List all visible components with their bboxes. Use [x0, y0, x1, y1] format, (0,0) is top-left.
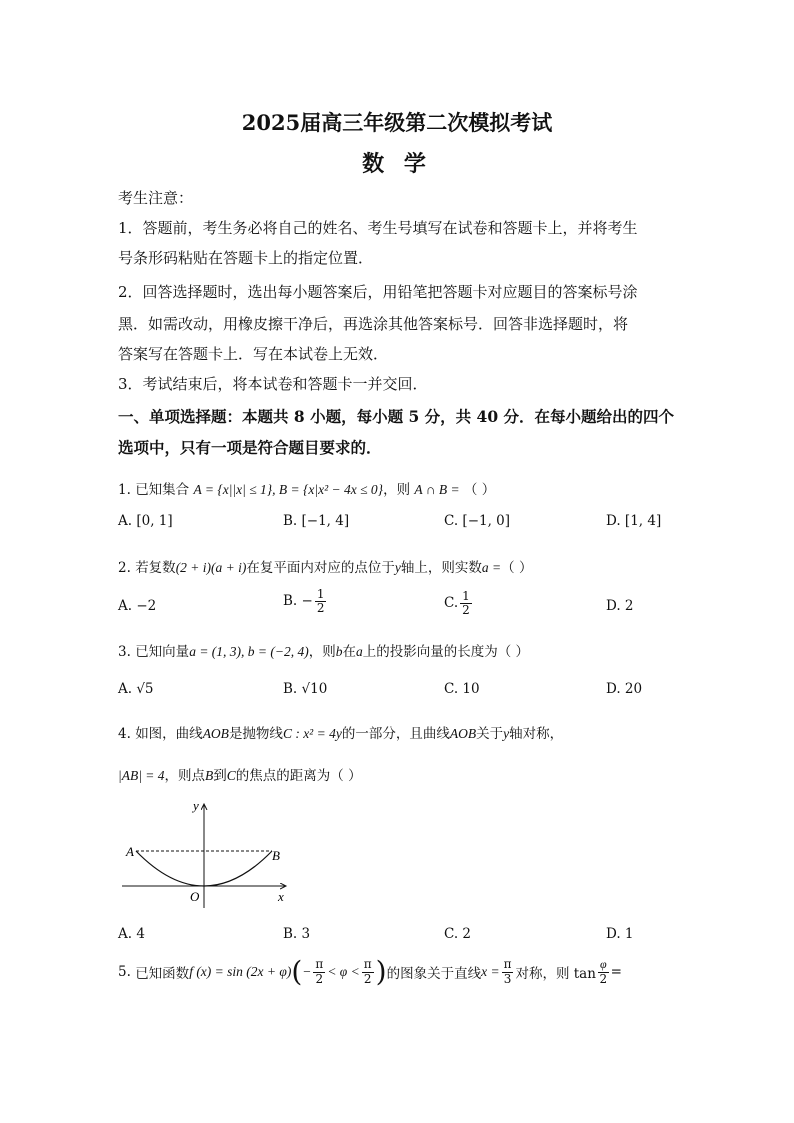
option-c	[444, 590, 474, 617]
notice-item-1-line2: 号条形码粘贴在答题卡上的指定位置．	[118, 249, 374, 267]
option-d: D. 20	[606, 681, 643, 697]
fraction	[460, 590, 472, 617]
subject-title: 数 学	[362, 151, 432, 177]
question-3	[118, 640, 529, 660]
question-math: A ∩ B =	[414, 482, 460, 497]
question-text: 的一部分，且曲线	[341, 726, 450, 742]
question-text: 若复数	[135, 560, 176, 576]
question-text: ，则	[383, 482, 411, 498]
option-d: D. 1	[606, 926, 634, 942]
question-text: 上的投影向量的长度为（ ）	[362, 644, 530, 660]
question-4-line2	[118, 764, 362, 784]
fraction-numerator: 1	[316, 587, 325, 601]
question-text: 在复平面内对应的点位于	[246, 560, 395, 576]
label-x: x	[278, 889, 284, 904]
question-4	[118, 722, 563, 742]
question-equals: =	[610, 964, 622, 980]
question-math: x =	[481, 964, 500, 979]
option-c: C. 2	[444, 926, 472, 942]
fraction	[362, 958, 374, 985]
label-b: B	[272, 848, 280, 863]
question-math: (2 + i)(a + i)	[175, 560, 247, 575]
fraction-numerator: φ	[599, 957, 607, 972]
exam-title: 2025届高三年级第二次模拟考试	[241, 110, 553, 135]
question-text: 关于	[476, 726, 504, 742]
notice-item-3: 3．考试结束后，将本试卷和答题卡一并交回．	[118, 375, 428, 393]
question-number: 5.	[118, 964, 131, 980]
question-number: 4.	[118, 726, 131, 742]
question-text: 已知函数	[135, 966, 190, 982]
parabola-figure	[118, 798, 298, 910]
question-math: B	[205, 768, 214, 783]
notice-item-1-line1: 1．答题前，考生务必将自己的姓名、考生号填写在试卷和答题卡上，并将考生	[118, 219, 638, 237]
fraction-numerator: π	[503, 957, 512, 972]
fraction-denominator: 2	[599, 971, 608, 986]
condition-middle: < φ <	[327, 964, 360, 979]
option-c: C. 10	[444, 681, 480, 697]
fraction-denominator: 2	[316, 601, 325, 616]
label-y: y	[193, 798, 199, 813]
question-number: 1.	[118, 482, 131, 498]
section-heading-line1: 一、单项选择题：本题共 8 小题，每小题 5 分，共 40 分．在每小题给出的四个	[118, 407, 675, 426]
option-a: A. √5	[118, 681, 154, 697]
fraction	[502, 958, 514, 985]
label-a: A	[126, 844, 134, 859]
option-label: B. −	[283, 593, 313, 610]
paren-close-glyph: )	[375, 955, 387, 988]
fraction-denominator: 3	[503, 971, 512, 986]
question-text: 轴对称，	[509, 726, 564, 742]
fraction-denominator: 2	[363, 971, 372, 986]
option-b: B. [−1, 4]	[283, 513, 350, 529]
option-d: D. [1, 4]	[606, 513, 662, 529]
fraction	[315, 588, 327, 615]
question-math: f (x) = sin (2x + φ)	[189, 964, 292, 979]
question-5	[118, 955, 622, 988]
notice-item-2-line3: 答案写在答题卡上．写在本试卷上无效．	[118, 345, 389, 363]
question-blank: （ ）	[463, 482, 496, 498]
question-math: |AB| = 4	[118, 768, 165, 783]
option-c: C. [−1, 0]	[444, 513, 511, 529]
option-d: D. 2	[606, 598, 634, 614]
question-text: 已知集合	[135, 482, 190, 498]
question-number: 3.	[118, 644, 131, 660]
question-math: a	[356, 644, 363, 659]
question-text: 的焦点的距离为（ ）	[235, 768, 362, 784]
question-text: 轴上，则实数	[400, 560, 482, 576]
question-math: b	[335, 644, 343, 659]
option-label: C.	[444, 595, 459, 612]
question-text: ，则	[308, 644, 336, 660]
question-text: 如图，曲线	[135, 726, 203, 742]
notice-item-2-line2: 黑．如需改动，用橡皮擦干净后，再选涂其他答案标号．回答非选择题时，将	[118, 315, 629, 333]
question-text: ，则点	[164, 768, 206, 784]
question-text: 是抛物线	[228, 726, 283, 742]
question-1	[118, 478, 495, 498]
question-number: 2.	[118, 560, 131, 576]
question-text: 已知向量	[135, 644, 190, 660]
question-text: 在	[342, 644, 356, 660]
fraction-numerator: π	[363, 957, 372, 972]
question-math: AOB	[202, 726, 229, 741]
label-o: O	[190, 889, 200, 904]
question-text: 的图象关于直线	[386, 966, 482, 982]
fraction	[598, 958, 609, 985]
option-a: A. 4	[118, 926, 145, 942]
notice-heading: 考生注意：	[118, 189, 194, 207]
option-a: A. −2	[118, 598, 157, 614]
section-heading-line2: 选项中，只有一项是符合题目要求的．	[118, 438, 382, 457]
fraction-numerator: π	[315, 957, 324, 972]
fraction-denominator: 2	[462, 603, 470, 618]
question-math: y	[394, 560, 401, 575]
question-math: C : x² = 4y	[282, 726, 342, 741]
question-math: A = {x||x| ≤ 1}, B = {x|x² − 4x ≤ 0}	[193, 482, 384, 497]
fraction	[313, 958, 325, 985]
fraction-numerator: 1	[462, 589, 470, 603]
paren-open-glyph: (	[291, 955, 303, 988]
question-math: a = (1, 3), b = (−2, 4)	[189, 644, 309, 659]
condition-minus: −	[302, 964, 312, 979]
question-math: a =	[481, 560, 502, 575]
question-text: 对称，则 tan	[515, 966, 596, 982]
option-b	[283, 588, 328, 615]
fraction-denominator: 2	[315, 971, 324, 986]
option-b: B. 3	[283, 926, 311, 942]
question-blank: （ ）	[501, 560, 533, 576]
question-2	[118, 556, 532, 576]
question-math: C	[226, 768, 236, 783]
option-a: A. [0, 1]	[118, 513, 173, 529]
question-text: 到	[213, 768, 227, 784]
question-math: y	[503, 726, 510, 741]
question-math: AOB	[449, 726, 477, 741]
option-b: B. √10	[283, 681, 328, 697]
notice-item-2-line1: 2．回答选择题时，选出每小题答案后，用铅笔把答题卡对应题目的答案标号涂	[118, 283, 638, 301]
